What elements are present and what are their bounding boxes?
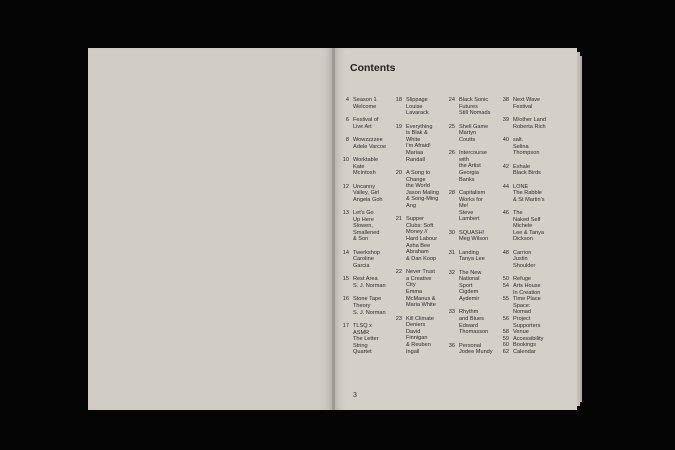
entry-page-number: 32 — [448, 269, 455, 276]
entry-text-line: & Reuben — [406, 341, 431, 348]
entry-text-line: Festival of — [353, 116, 379, 123]
entry-page-number: 42 — [502, 163, 509, 170]
entry-text-line: Tanya Lee — [459, 256, 485, 263]
contents-entry — [339, 250, 391, 270]
left-blank-page — [88, 48, 332, 410]
contents-entry — [392, 269, 446, 309]
entry-text-line: National — [459, 276, 480, 283]
entry-page-number: 31 — [448, 249, 455, 256]
entry-page-number: 21 — [395, 216, 402, 223]
entry-text-line: Georgia — [459, 169, 479, 176]
entry-text-line: Everything — [406, 123, 433, 130]
entry-text-line: The — [513, 210, 523, 217]
entry-text-line: Futures — [459, 103, 478, 110]
entry-text-line: SQUASH! — [459, 229, 485, 236]
entry-page-number: 20 — [395, 169, 402, 176]
entry-page-number: 40 — [502, 136, 509, 143]
entry-text-line: Dickson — [513, 236, 533, 243]
entry-text-line: Banks — [459, 176, 475, 183]
entry-text-line: LONE — [513, 183, 529, 190]
contents-entry — [339, 323, 391, 356]
entry-text-line: Accessibility — [513, 335, 544, 342]
entry-text-line: Worktable — [353, 156, 379, 163]
entry-text-line: The Letter — [353, 336, 379, 343]
contents-entry — [339, 184, 391, 204]
entry-text-line: Black Birds — [513, 170, 541, 177]
contents-column-2 — [392, 97, 446, 362]
entry-page-number: 6 — [345, 116, 349, 123]
entry-page-number: 59 — [502, 335, 509, 342]
entry-page-number: 19 — [395, 123, 402, 130]
entry-text-line: & Song-Ming — [406, 196, 439, 203]
entry-text-line: Nomad — [513, 309, 532, 316]
contents-column-3 — [445, 97, 499, 363]
entry-page-number: 55 — [502, 296, 509, 303]
contents-entry — [499, 336, 559, 343]
entry-text-line: the World — [406, 183, 430, 190]
contents-entry — [499, 97, 559, 110]
entry-page-number: 54 — [502, 283, 509, 290]
entry-text-line: Cigdem — [459, 289, 479, 296]
entry-text-line: Next Wave — [513, 97, 541, 103]
entry-text-line: S. J. Norman — [353, 309, 386, 316]
entry-text-line: Supper — [406, 216, 425, 223]
entry-page-number: 8 — [345, 136, 349, 143]
entry-text-line: David — [406, 328, 421, 335]
entry-text-line: Finnigan — [406, 335, 428, 342]
entry-page-number: 50 — [502, 276, 509, 283]
entry-page-number: 25 — [448, 123, 455, 130]
entry-text-line: Twerkshop — [353, 249, 381, 256]
entry-text-line: is Blak & — [406, 130, 428, 137]
entry-page-number: 46 — [502, 210, 509, 217]
entry-text-line: and Blues — [459, 316, 484, 323]
entry-text-line: Landing — [459, 249, 479, 256]
entry-page-number: 48 — [502, 249, 509, 256]
contents-entry — [445, 124, 499, 144]
entry-text-line: Slowen, — [353, 223, 373, 230]
entry-text-line: Meg Wilson — [459, 236, 489, 243]
entry-text-line: McManus & — [406, 295, 436, 302]
entry-page-number: 18 — [395, 97, 402, 103]
contents-entry — [499, 250, 559, 270]
contents-entry — [339, 97, 391, 110]
entry-text-line: Mariaa — [406, 149, 424, 156]
entry-text-line: Selina — [513, 143, 529, 150]
entry-text-line: Me! — [459, 203, 469, 210]
entry-text-line: the Artist — [459, 163, 481, 170]
entry-text-line: Welcome — [353, 103, 377, 110]
entry-text-line: Naked Self — [513, 216, 541, 223]
contents-entry — [392, 316, 446, 356]
entry-text-line: Carrion — [513, 249, 532, 256]
entry-text-line: & St Martin's — [513, 196, 545, 203]
entry-text-line: Deniers — [406, 322, 426, 329]
entry-text-line: Ingall — [406, 348, 420, 355]
contents-entry — [392, 97, 446, 117]
entry-text-line: Garcia — [353, 263, 370, 270]
contents-entry — [339, 137, 391, 150]
entry-text-line: Intercourse — [459, 150, 487, 157]
entry-text-line: Kill Climate — [406, 315, 434, 322]
entry-text-line: Louise — [406, 103, 423, 110]
entry-text-line: Shell Game — [459, 123, 489, 130]
entry-text-line: Lambert — [459, 216, 480, 223]
entry-text-line: Works for — [459, 196, 483, 203]
entry-text-line: Martyn — [459, 130, 477, 137]
entry-page-number: 23 — [395, 315, 402, 322]
entry-page-number: 56 — [502, 316, 509, 323]
contents-entry — [499, 342, 559, 349]
contents-column-1 — [339, 97, 391, 363]
entry-text-line: Justin — [513, 256, 528, 263]
entry-text-line: White — [406, 136, 421, 143]
entry-text-line: Festival — [513, 103, 533, 110]
entry-page-number: 4 — [345, 97, 349, 103]
entry-page-number: 22 — [395, 269, 402, 276]
entry-text-line: Emma — [406, 289, 423, 296]
entry-text-line: Randall — [406, 156, 425, 163]
entry-text-line: Maria White — [406, 302, 436, 309]
entry-page-number: 30 — [448, 229, 455, 236]
entry-text-line: Black Sonic — [459, 97, 489, 103]
entry-text-line: A Song to — [406, 169, 431, 176]
entry-text-line: Lee & Tanya — [513, 229, 544, 236]
entry-page-number: 62 — [502, 348, 509, 355]
entry-page-number: 39 — [502, 116, 509, 123]
contents-entry — [499, 316, 559, 329]
entry-text-line: Supporters — [513, 322, 541, 329]
entry-text-line: salt. — [513, 136, 524, 143]
entry-text-line: TLSQ x — [353, 323, 372, 330]
entry-text-line: Space: — [513, 302, 531, 309]
entry-text-line: Rest Area — [353, 276, 378, 283]
entry-text-line: Asha Bee — [406, 242, 431, 249]
entry-text-line: Valley, Girl — [353, 190, 380, 197]
contents-entry — [339, 296, 391, 316]
contents-entry — [499, 283, 559, 296]
entry-text-line: Never Trust — [406, 269, 435, 276]
entry-text-line: Adele Varcoe — [353, 143, 387, 150]
entry-page-number: 16 — [342, 296, 349, 303]
entry-text-line: Caroline — [353, 256, 374, 263]
entry-page-number: 17 — [342, 323, 349, 330]
entry-text-line: Thompson — [513, 150, 540, 157]
entry-text-line: Money // — [406, 229, 428, 236]
entry-text-line: Roberta Rich — [513, 123, 546, 130]
contents-entry — [499, 349, 559, 356]
contents-entry — [445, 150, 499, 183]
entry-text-line: Calendar — [513, 348, 536, 355]
contents-entry — [339, 157, 391, 177]
entry-text-line: Hard Labour — [406, 236, 438, 243]
entry-page-number: 26 — [448, 150, 455, 157]
entry-text-line: Abraham — [406, 249, 429, 256]
entry-text-line: Venue — [513, 329, 529, 336]
entry-page-number: 58 — [502, 329, 509, 336]
entry-text-line: S. J. Norman — [353, 283, 386, 290]
contents-entry — [445, 309, 499, 335]
entry-text-line: City — [406, 282, 416, 289]
entry-text-line: & Son — [353, 236, 369, 243]
entry-text-line: Time Place — [513, 296, 541, 303]
entry-text-line: Live Art — [353, 123, 372, 130]
contents-entry — [499, 296, 559, 316]
contents-page — [335, 48, 577, 410]
entry-page-number: 28 — [448, 189, 455, 196]
entry-text-line: Refuge — [513, 276, 532, 283]
entry-text-line: Jodee Mundy — [459, 349, 493, 356]
entry-text-line: The Rabble — [513, 190, 542, 197]
entry-text-line: I'm Afraid! — [406, 143, 431, 150]
open-booklet — [88, 48, 584, 410]
entry-text-line: Bookings — [513, 342, 537, 349]
entry-text-line: Change — [406, 176, 426, 183]
contents-entry — [445, 190, 499, 223]
entry-text-line: Edward — [459, 322, 478, 329]
entry-text-line: Coutts — [459, 136, 476, 143]
entry-text-line: In Creation — [513, 289, 541, 296]
entry-text-line: Wowzzzzee — [353, 136, 383, 143]
page-number: 3 — [353, 392, 357, 399]
entry-text-line: Aydemir — [459, 296, 480, 303]
entry-text-line: with — [459, 156, 469, 163]
contents-column-4 — [499, 97, 559, 356]
entry-page-number: 15 — [342, 276, 349, 283]
entry-text-line: Ang — [406, 202, 416, 209]
entry-page-number: 24 — [448, 97, 455, 103]
entry-text-line: a Creative — [406, 275, 432, 282]
entry-text-line: Season 1 — [353, 97, 377, 103]
entry-text-line: Exhale — [513, 163, 531, 170]
entry-page-number: 38 — [502, 97, 509, 103]
entry-page-number: 33 — [448, 309, 455, 316]
entry-text-line: ASMR — [353, 329, 370, 336]
entry-text-line: Clubs: Soft — [406, 222, 434, 229]
entry-page-number: 36 — [448, 342, 455, 349]
contents-entry — [392, 170, 446, 210]
entry-text-line: Smallened — [353, 229, 380, 236]
entry-page-number: 44 — [502, 183, 509, 190]
entry-text-line: String — [353, 342, 368, 349]
entry-text-line: Quartet — [353, 349, 372, 356]
contents-entry — [499, 276, 559, 283]
entry-text-line: Let's Go — [353, 210, 374, 217]
entry-text-line: Shoulder — [513, 263, 536, 270]
entry-page-number: 14 — [342, 249, 349, 256]
entry-text-line: Sport — [459, 282, 473, 289]
entry-text-line: Kate — [353, 163, 365, 170]
contents-entry — [445, 230, 499, 243]
entry-text-line: Personal — [459, 342, 482, 349]
entry-text-line: Capitalism — [459, 189, 486, 196]
contents-entry — [499, 329, 559, 336]
entry-text-line: Rhythm — [459, 309, 479, 316]
contents-entry — [445, 270, 499, 303]
entry-text-line: Jason Maling — [406, 189, 439, 196]
contents-entry — [392, 124, 446, 164]
entry-text-line: Theory — [353, 303, 371, 310]
entry-text-line: The New — [459, 269, 482, 276]
contents-entry — [339, 210, 391, 243]
contents-entry — [339, 117, 391, 130]
contents-entry — [445, 250, 499, 263]
contents-entry — [499, 117, 559, 130]
entry-text-line: Steve — [459, 209, 474, 216]
contents-entry — [499, 210, 559, 243]
entry-text-line: M/other Land — [513, 116, 546, 123]
entry-text-line: Project — [513, 316, 531, 323]
page-edge-back — [580, 56, 582, 402]
contents-entry — [392, 216, 446, 262]
entry-text-line: McIntosh — [353, 170, 376, 177]
entry-text-line: Stone Tape — [353, 296, 382, 303]
entry-text-line: Michele — [513, 223, 533, 230]
entry-page-number: 60 — [502, 342, 509, 349]
entry-page-number: 10 — [342, 156, 349, 163]
contents-entry — [445, 97, 499, 117]
entry-page-number: 12 — [342, 183, 349, 190]
entry-text-line: Slippage — [406, 97, 428, 103]
entry-text-line: Up Here — [353, 216, 374, 223]
entry-text-line: & Dan Koop — [406, 255, 437, 262]
entry-text-line: Angela Goh — [353, 196, 383, 203]
contents-entry — [499, 137, 559, 157]
entry-text-line: Arts House — [513, 283, 541, 290]
entry-page-number: 13 — [342, 210, 349, 217]
entry-text-line: Still Nomads — [459, 110, 491, 117]
contents-entry — [339, 276, 391, 289]
contents-title: Contents — [350, 62, 396, 74]
entry-text-line: Lavarack — [406, 110, 429, 117]
entry-text-line: Thomasson — [459, 329, 489, 336]
contents-entry — [499, 184, 559, 204]
entry-text-line: Uncanny — [353, 183, 376, 190]
contents-entry — [445, 343, 499, 356]
contents-entry — [499, 164, 559, 177]
